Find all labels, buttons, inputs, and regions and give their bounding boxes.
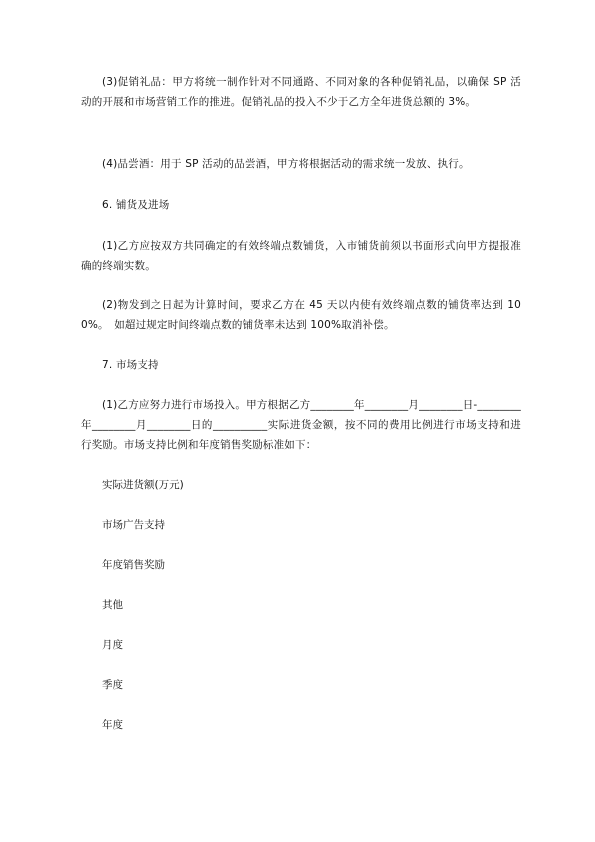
item-market-ad-support: 市场广告支持 bbox=[102, 519, 165, 531]
paragraph-distribution-2: (2)物发到之日起为计算时间，要求乙方在 45 天以内使有效终端点数的铺货率达到 100%。 如超过规定时间终端点数的铺货率未达到 100%取消补偿。 bbox=[81, 299, 521, 331]
paragraph-distribution-1: (1)乙方应按双方共同确定的有效终端点数铺货，入市铺货前须以书面形式向甲方提报准确的终端实数。 bbox=[81, 240, 521, 272]
item-monthly: 月度 bbox=[102, 639, 123, 651]
section-heading-distribution: 6. 铺货及进场 bbox=[102, 199, 170, 211]
item-annual-sales-reward: 年度销售奖励 bbox=[102, 559, 165, 571]
paragraph-market-support-1: (1)乙方应努力进行市场投入。甲方根据乙方________年________月________日-________年________月________日的__________实际进货金额，按不同的费用比例进行市场支持和进行奖励。市场支持比例和年度销售奖励标准如下： bbox=[81, 399, 521, 451]
paragraph-promo-gifts: (3)促销礼品：甲方将统一制作针对不同通路、不同对象的各种促销礼品，以确保 SP 活动的开展和市场营销工作的推进。促销礼品的投入不少于乙方全年进货总额的 3%。 bbox=[81, 76, 521, 108]
item-actual-purchase-amount: 实际进货额(万元) bbox=[102, 479, 184, 491]
item-yearly: 年度 bbox=[102, 719, 123, 731]
section-heading-market-support: 7. 市场支持 bbox=[102, 359, 159, 371]
item-other: 其他 bbox=[102, 599, 123, 611]
item-quarterly: 季度 bbox=[102, 679, 123, 691]
paragraph-tasting-wine: (4)品尝酒：用于 SP 活动的品尝酒，甲方将根据活动的需求统一发放、执行。 bbox=[102, 158, 470, 170]
